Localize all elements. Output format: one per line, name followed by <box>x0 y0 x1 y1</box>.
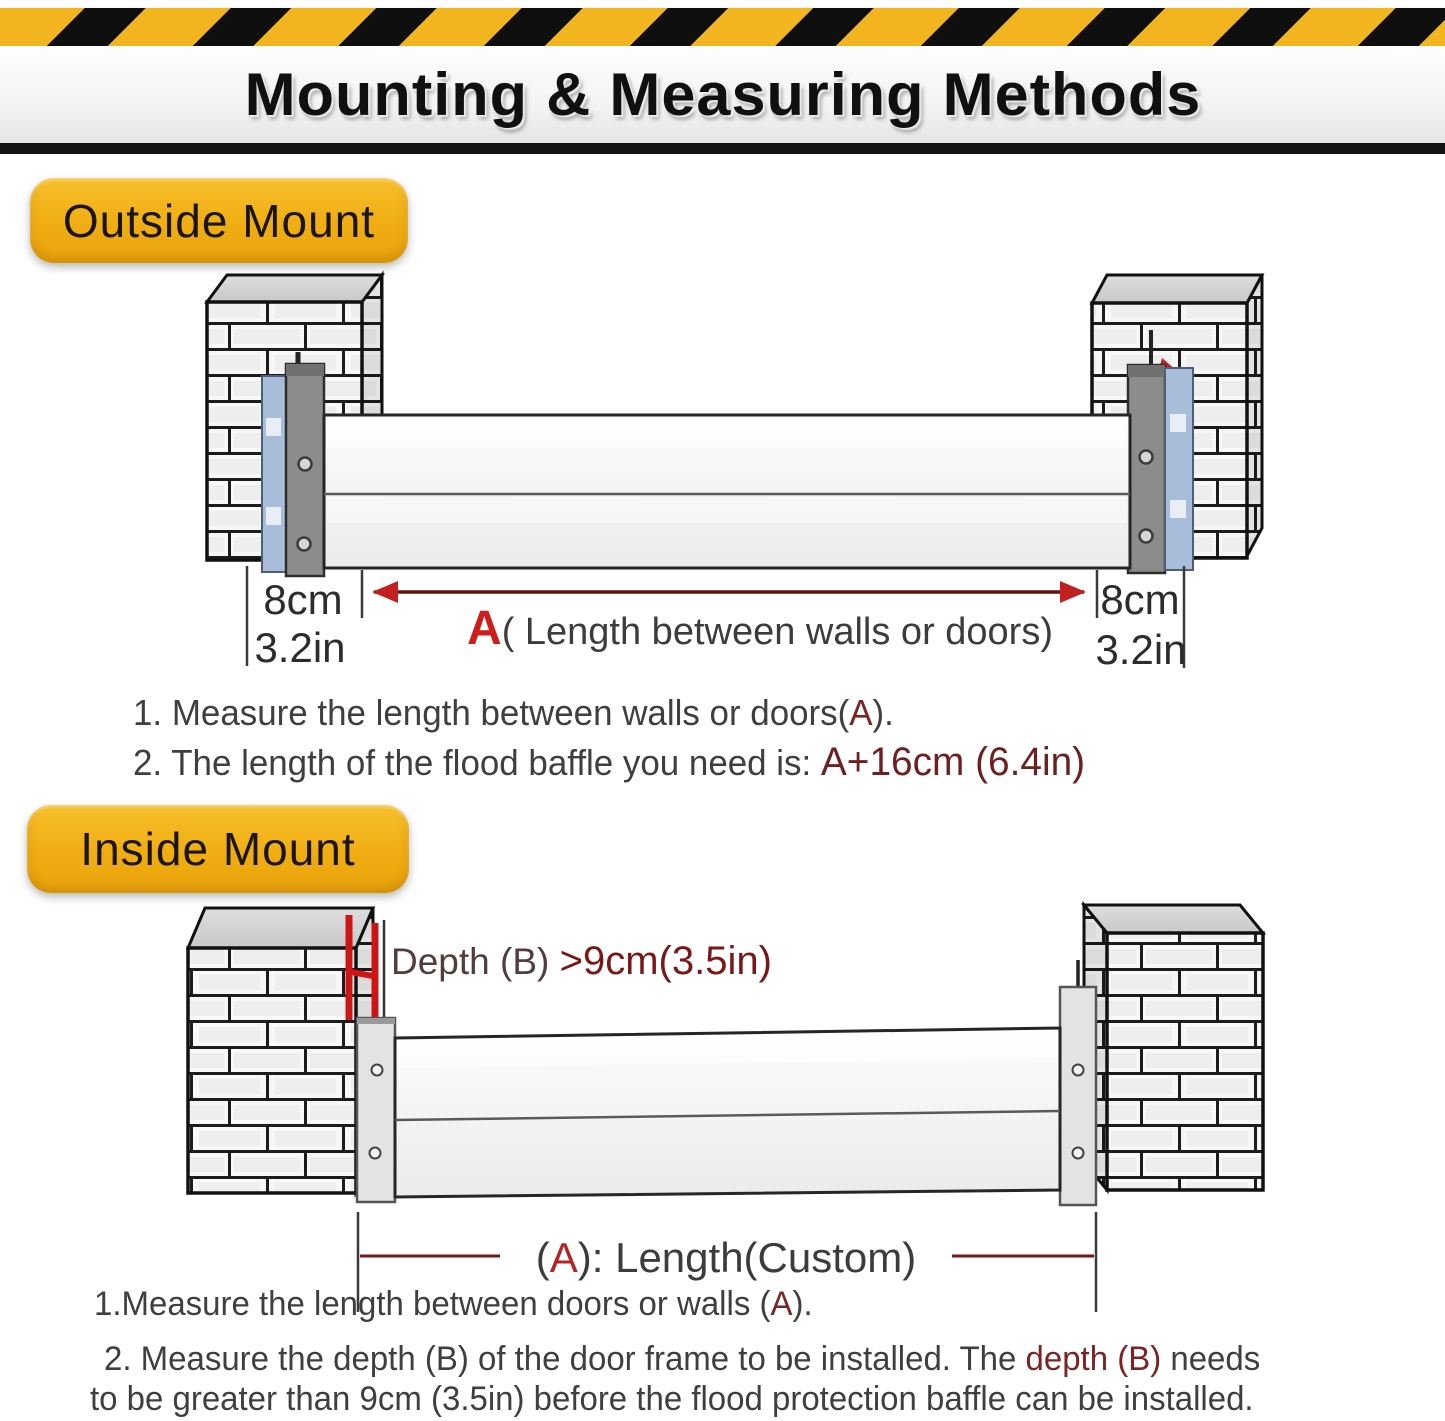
screw-hole <box>1140 451 1153 464</box>
inside-right-wall-pillar <box>1084 905 1263 1190</box>
inside-left-wall-pillar <box>188 908 373 1193</box>
inside-step-2: 2. Measure the depth (B) of the door frame to be installed. The depth (B) needs <box>104 1340 1261 1378</box>
screw-hole <box>298 538 311 551</box>
inside-right-mounting-channel <box>1060 960 1096 1205</box>
seal-strip-screw <box>266 418 281 436</box>
inside-mount-badge-label: Inside Mount <box>80 823 356 875</box>
channel-bar <box>1060 987 1096 1205</box>
custom-length-label: (A): Length(Custom) <box>535 1234 917 1281</box>
channel-bar <box>357 1018 395 1202</box>
outside-mount-badge-label: Outside Mount <box>62 194 376 247</box>
channel-seal-strip <box>262 376 286 572</box>
left-offset-cm: 8cm <box>263 576 343 623</box>
hazard-stripe-banner <box>0 8 1445 46</box>
screw-hole <box>299 458 312 471</box>
length-between-walls-label: A( Length between walls or doors) <box>467 602 1053 655</box>
depth-requirement-label: Depth (B) >9cm(3.5in) <box>391 939 772 983</box>
channel-bar-cap <box>286 364 324 376</box>
outside-step-1: 1. Measure the length between walls or doors(A). <box>133 692 894 733</box>
inside-left-mounting-channel <box>357 1018 395 1202</box>
screw-hole <box>1140 530 1153 543</box>
arrowhead-left <box>372 581 398 603</box>
left-offset-in: 3.2in <box>254 624 346 671</box>
outside-left-mounting-channel <box>262 352 324 576</box>
screw-hole <box>372 1065 383 1076</box>
inside-step-1: 1.Measure the length between doors or walls (A). <box>94 1285 813 1323</box>
channel-seal-strip <box>1165 368 1193 570</box>
seal-strip-screw <box>1170 500 1186 518</box>
page-title: Mounting & Measuring Methods <box>244 61 1201 128</box>
inside-mount-badge <box>27 805 409 893</box>
channel-bar-cap <box>1128 365 1165 377</box>
arrowhead-right <box>1060 581 1086 603</box>
right-offset-in: 3.2in <box>1095 626 1187 673</box>
inside-step-2-continued: to be greater than 9cm (3.5in) before the flood protection baffle can be installed. <box>90 1380 1254 1418</box>
outside-mount-badge <box>30 178 408 263</box>
banner-divider-bar <box>0 143 1445 154</box>
title-band <box>0 46 1445 143</box>
outside-flood-barrier <box>324 415 1130 568</box>
inside-mount-diagram <box>0 890 1445 1330</box>
seal-strip-screw <box>1170 414 1186 432</box>
screw-hole <box>370 1148 381 1159</box>
outside-step-2: 2. The length of the flood baffle you need is: A+16cm (6.4in) <box>133 740 1086 784</box>
outside-mount-diagram <box>0 270 1445 690</box>
inside-flood-barrier <box>395 1028 1060 1197</box>
right-offset-cm: 8cm <box>1100 576 1180 623</box>
screw-hole <box>1073 1148 1084 1159</box>
outside-dimensions <box>247 566 1187 673</box>
screw-hole <box>1073 1065 1084 1076</box>
seal-strip-screw <box>266 507 281 525</box>
